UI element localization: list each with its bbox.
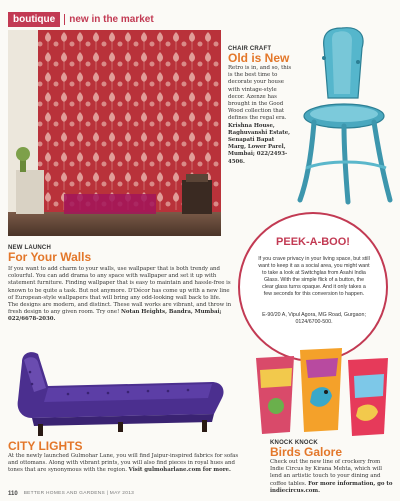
birds-galore-block: [270, 440, 394, 495]
birds-body: [270, 459, 394, 495]
walls-address: Notan Heights, Bandra, Mumbai; 022/6678-2030.: [8, 309, 222, 323]
birds-title: Birds Galore: [270, 445, 343, 459]
walls-title: For Your Walls: [8, 250, 92, 264]
header-divider: [64, 14, 65, 25]
city-body: [8, 453, 240, 475]
vintage-chair-photo: [288, 18, 396, 210]
section-header: [8, 12, 154, 26]
mugs-photo: [250, 346, 392, 438]
chair-craft-block: [228, 46, 292, 166]
walls-block: [8, 245, 232, 324]
wallpaper-room-photo: [8, 30, 221, 236]
page-footer: [8, 489, 134, 498]
peek-a-boo-callout: [238, 212, 388, 362]
chair-title: Old is New: [228, 51, 290, 65]
birds-body-text: Check out the new line of crockery from Indie Circus by Kirana Mehta, which will lend an artistic touch to your dining and coffee tables.: [270, 459, 383, 487]
walls-body: [8, 266, 232, 324]
section-label: boutique: [8, 12, 60, 27]
peek-body: If you crave privacy in your living space, but still want to keep it as a social area, you might want to take a look at Switchglas from Asahi India Glass. With the simple flick of a button, the clear glass turns opaque. And it only takes a few seconds for this conversion to happen.: [258, 256, 370, 297]
walls-body-text: If you want to add charm to your walls, use wallpaper that is both trendy and colourful. You can add drama to any space with wallpaper and set it up with statement furniture. Finding wallpaper that is easy to maintain and hassle-free is known to be quite a task. But not anymore. D'Décor has come up with a new line of European-style wallpapers that will bring any odd-looking wall back to life. The designs are modern, and distinct. These wall works are vibrant, and throw in fresh design to any given room. Try one!: [8, 266, 232, 316]
page-number: 110: [8, 490, 18, 497]
chaise-sofa-photo: [8, 342, 230, 442]
city-link[interactable]: Visit gulmoharlane.com for more.: [128, 467, 231, 474]
city-lights-block: [8, 440, 240, 475]
chair-kicker: CHAIR CRAFT: [228, 46, 272, 52]
city-title: CITY LIGHTS: [8, 439, 83, 453]
wallpaper-room-illustration: [8, 30, 221, 236]
peek-title: PEEK-A-BOO!: [276, 236, 350, 248]
section-topic: new in the market: [69, 13, 154, 25]
mugs-illustration: [250, 346, 392, 438]
chair-body: [228, 65, 292, 166]
chair-body-text: Retro is in, and so, this is the best time to decorate your house with vintage-style decor. Azenze has brought in the Good Wood collection that defines the regal era.: [228, 65, 292, 122]
birds-kicker: KNOCK KNOCK: [270, 440, 318, 446]
chaise-sofa-illustration: [8, 342, 230, 442]
walls-kicker: NEW LAUNCH: [8, 245, 51, 251]
birds-link[interactable]: For more information, go to indiecircus.com.: [270, 480, 393, 494]
chair-address: Krishna House, Raghuvanshi Estate, Senapati Bapat Marg, Lower Parel, Mumbai; 022/2493-4506.: [228, 122, 291, 165]
vintage-chair-illustration: [288, 18, 396, 210]
issue-line: BETTER HOMES AND GARDENS | MAY 2013: [23, 491, 135, 496]
peek-address: E-90/20 A, Vipul Agora, MG Road, Gurgaon; 0124/6700-500.: [262, 312, 366, 325]
city-body-text: At the newly launched Gulmohar Lane, you will find Jaipur-inspired fabrics for sofas and ottomans. Along with vibrant prints, you will also find pieces in royal hues and tones that are synonymous with the region.: [8, 453, 239, 474]
